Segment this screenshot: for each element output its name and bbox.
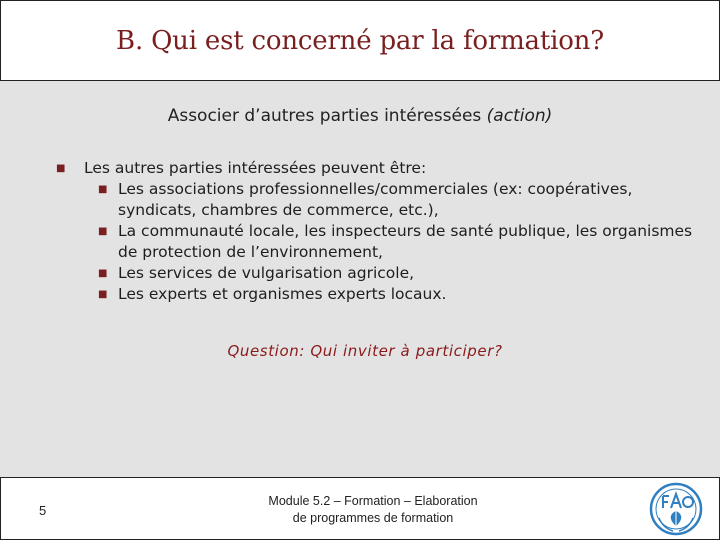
footer-line-2: de programmes de formation xyxy=(292,511,454,525)
list-item-text: La communauté locale, les inspecteurs de santé publique, les organismes de protection de l’environnement, xyxy=(118,222,693,261)
slide-number: 5 xyxy=(39,503,47,518)
square-bullet-icon: ■ xyxy=(98,226,108,237)
list-item xyxy=(98,284,696,305)
list-item xyxy=(98,179,696,221)
bullet-level1 xyxy=(56,158,696,179)
square-bullet-icon: ■ xyxy=(98,268,108,279)
title-box xyxy=(0,0,720,81)
fao-logo-icon xyxy=(649,482,703,536)
square-bullet-icon: ■ xyxy=(98,289,108,300)
list-item xyxy=(98,221,696,263)
subtitle-emphasis: (action) xyxy=(486,106,553,126)
slide-subtitle xyxy=(0,106,720,126)
list-item-text: Les experts et organismes experts locaux. xyxy=(118,285,447,303)
footer xyxy=(0,477,720,540)
subtitle-text: Associer d’autres parties intéressées xyxy=(167,106,487,126)
bullet-content xyxy=(56,158,696,305)
footer-module-text xyxy=(213,493,533,527)
question-text: Question: Qui inviter à participer? xyxy=(227,342,503,360)
list-item xyxy=(98,263,696,284)
sub-bullet-list xyxy=(56,179,696,305)
footer-line-1: Module 5.2 – Formation – Elaboration xyxy=(268,494,478,508)
list-item-text: Les associations professionnelles/commerciales (ex: coopératives, syndicats, chambres de commerce, etc.), xyxy=(118,180,633,219)
slide-title: B. Qui est concerné par la formation? xyxy=(116,25,604,56)
list-item-text: Les services de vulgarisation agricole, xyxy=(118,264,415,282)
square-bullet-icon: ■ xyxy=(56,163,66,174)
square-bullet-icon: ■ xyxy=(98,184,108,195)
bullet-intro: Les autres parties intéressées peuvent être: xyxy=(84,159,427,177)
